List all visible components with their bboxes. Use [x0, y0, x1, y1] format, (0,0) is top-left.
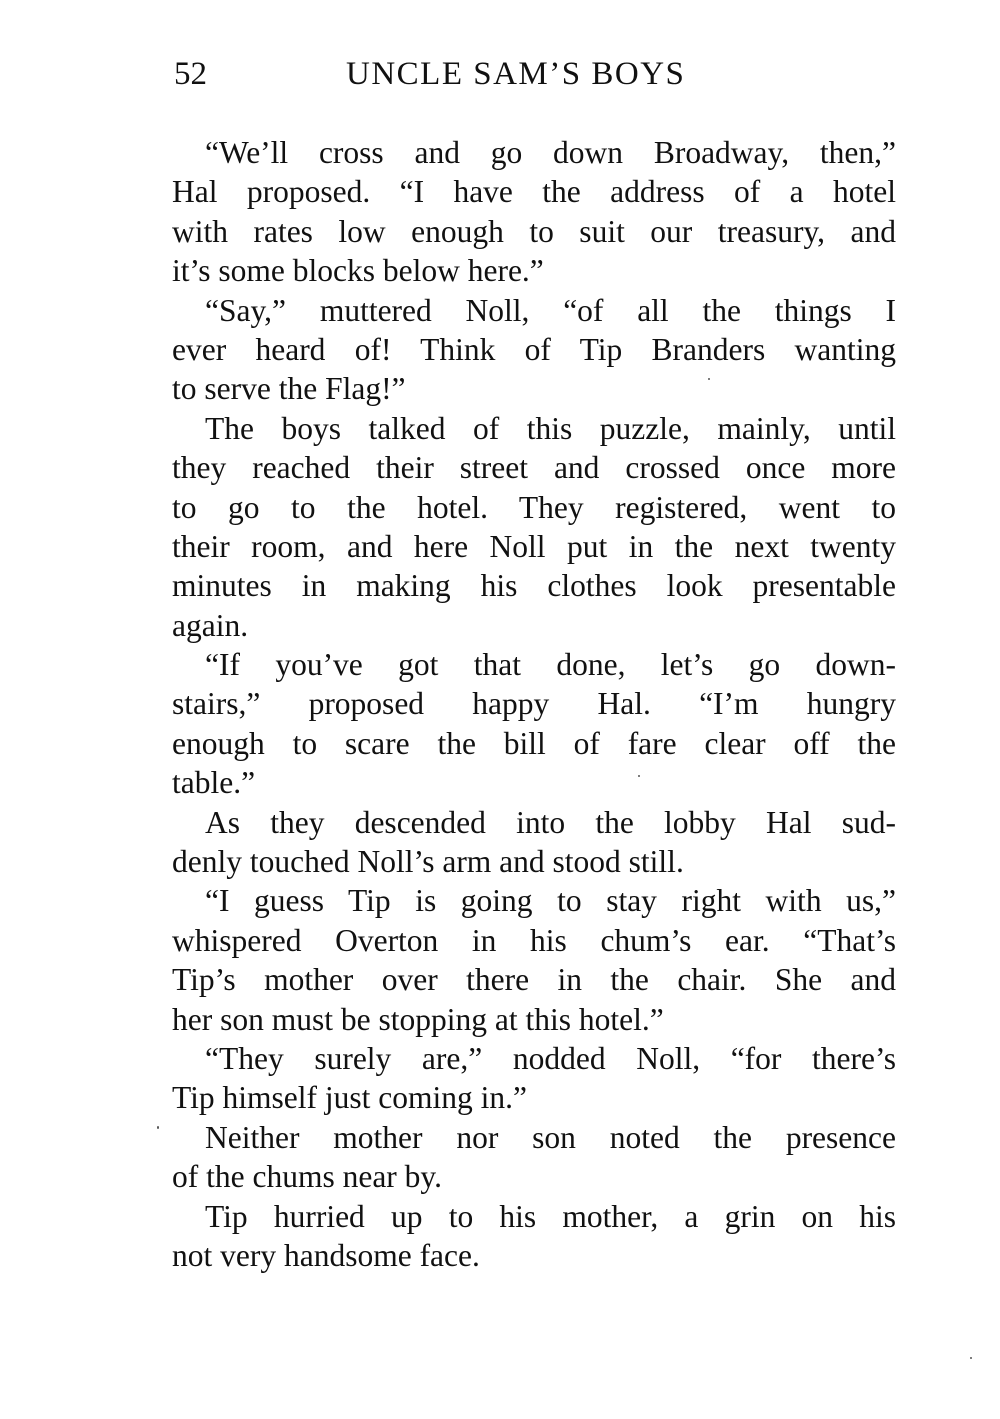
- text-line: As they descended into the lobby Hal sud-: [205, 804, 896, 840]
- text-line: to go to the hotel. They registered, went to: [172, 489, 896, 525]
- paragraph: [172, 881, 896, 1039]
- text-line: Tip himself just coming in.”: [172, 1080, 527, 1116]
- text-line: her son must be stopping at this hotel.”: [172, 1001, 664, 1037]
- text-line: “If you’ve got that done, let’s go down-: [205, 647, 896, 683]
- print-speck: [638, 775, 640, 777]
- text-line: ever heard of! Think of Tip Branders wanting: [172, 331, 896, 367]
- page-number: 52: [174, 56, 207, 92]
- text-line: “I guess Tip is going to stay right with us,”: [205, 883, 896, 919]
- text-line: it’s some blocks below here.”: [172, 253, 544, 289]
- text-line: table.”: [172, 765, 256, 801]
- paragraph: [172, 645, 896, 803]
- text-line: “Say,” muttered Noll, “of all the things I: [205, 292, 896, 328]
- text-line: minutes in making his clothes look presentable: [172, 568, 896, 604]
- paragraph: [172, 803, 896, 882]
- running-head: [174, 52, 894, 96]
- text-line: The boys talked of this puzzle, mainly, until: [205, 410, 896, 446]
- text-line: with rates low enough to suit our treasury, and: [172, 213, 896, 249]
- print-speck: [970, 1357, 972, 1359]
- paragraph: [172, 1118, 896, 1197]
- text-line: their room, and here Noll put in the next twenty: [172, 528, 896, 564]
- book-title: UNCLE SAM’S BOYS: [346, 56, 686, 92]
- text-line: again.: [172, 607, 249, 643]
- paragraph: [172, 409, 896, 645]
- paragraph: [172, 133, 896, 291]
- text-line: Tip hurried up to his mother, a grin on his: [205, 1198, 896, 1234]
- text-line: not very handsome face.: [172, 1237, 480, 1273]
- text-line: Tip’s mother over there in the chair. She and: [172, 962, 896, 998]
- text-line: to serve the Flag!”: [172, 371, 406, 407]
- text-line: of the chums near by.: [172, 1159, 442, 1195]
- print-speck: [157, 1126, 159, 1129]
- text-line: “They surely are,” nodded Noll, “for there’s: [205, 1040, 896, 1076]
- text-line: stairs,” proposed happy Hal. “I’m hungry: [172, 686, 896, 722]
- text-line: whispered Overton in his chum’s ear. “That’s: [172, 922, 896, 958]
- text-line: “We’ll cross and go down Broadway, then,”: [205, 135, 896, 170]
- print-speck: [708, 378, 710, 380]
- text-line: Hal proposed. “I have the address of a hotel: [172, 174, 896, 210]
- text-line: Neither mother nor son noted the presence: [205, 1119, 896, 1155]
- text-line: denly touched Noll’s arm and stood still.: [172, 844, 684, 880]
- text-line: enough to scare the bill of fare clear off the: [172, 725, 896, 761]
- text-line: they reached their street and crossed once more: [172, 450, 896, 486]
- body-text: [172, 133, 896, 1275]
- paragraph: [172, 291, 896, 409]
- paragraph: [172, 1197, 896, 1276]
- paragraph: [172, 1039, 896, 1118]
